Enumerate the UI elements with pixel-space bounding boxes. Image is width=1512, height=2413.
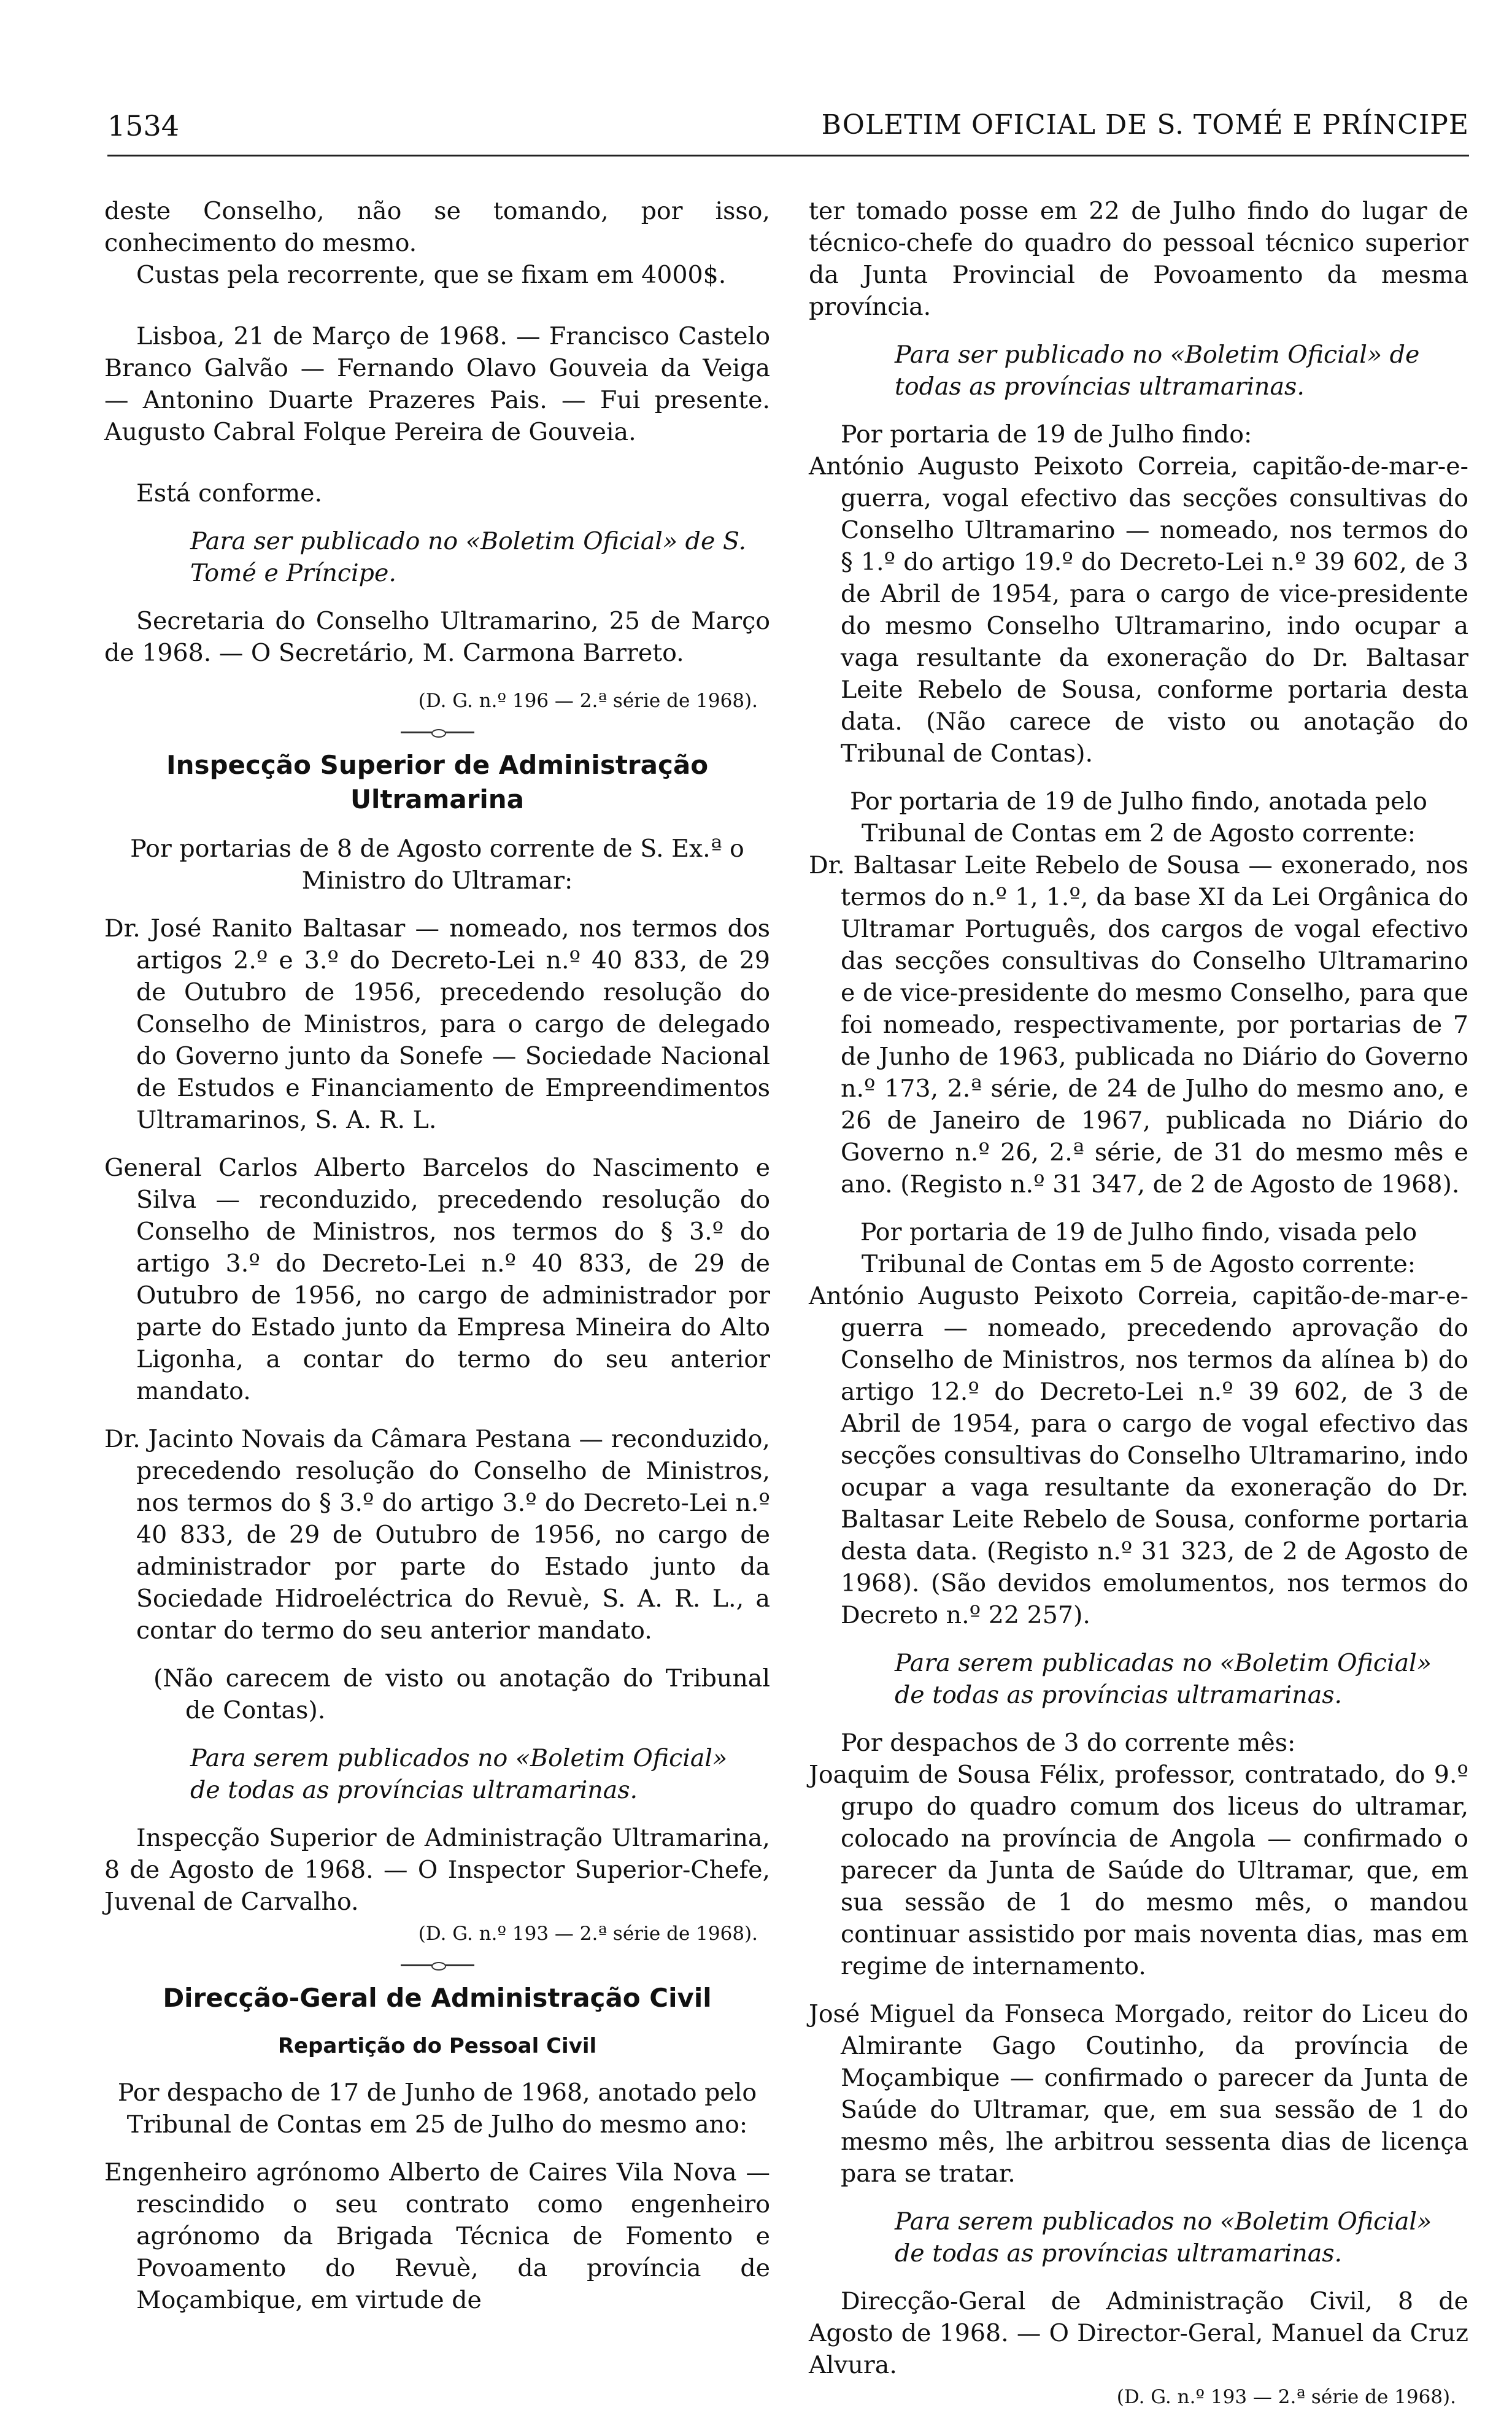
section-title: Inspecção Superior de Administração Ultramarina [166,750,709,814]
section-intro: Por portaria de 19 de Julho findo, anotada pelo Tribunal de Contas em 2 de Agosto corrente: [850,787,1427,847]
source-citation: (D. G. n.º 196 — 2.ª série de 1968). [418,690,758,712]
publication-note: Para ser publicado no «Boletim Oficial» de S. Tomé e Príncipe. [190,527,747,587]
paragraph: Secretaria do Conselho Ultramarino, 25 de Março de 1968. — O Secretário, M. Carmona Barreto. [104,607,770,667]
source-citation: (D. G. n.º 193 — 2.ª série de 1968). [418,1923,758,1945]
publication-note: Para serem publicados no «Boletim Oficial» de todas as províncias ultramarinas. [895,2207,1432,2268]
section-intro: Por portaria de 19 de Julho findo: [841,420,1252,449]
list-item: General Carlos Alberto Barcelos do Nascimento e Silva — reconduzido, precedendo resolução do Conselho de Ministros, nos termos do § 3.º do artigo 3.º do Decreto-Lei n.º 40 833, de 29 de Outubro de 1956, no cargo de administrador por parte do Estado junto da Empresa Mineira do Alto Ligonha, a contar do termo do seu anterior mandato. [104,1154,770,1405]
section-title: Direcção-Geral de Administração Civil [163,1983,712,2013]
list-item: Engenheiro agrónomo Alberto de Caires Vila Nova — rescindido o seu contrato como engenheiro agrónomo da Brigada Técnica de Fomento e Povoamento do Revuè, da província de Moçambique, em virtude de [104,2158,770,2314]
paragraph: Está conforme. [136,479,323,508]
section-intro: Por despacho de 17 de Junho de 1968, anotado pelo Tribunal de Contas em 25 de Julho do mesmo ano: [117,2079,757,2139]
paragraph: ter tomado posse em 22 de Julho findo do lugar de técnico-chefe do quadro do pessoal técnico superior da Junta Provincial de Povoamento da mesma província. [809,197,1468,321]
header-rule [107,155,1469,156]
page-number: 1534 [107,109,180,142]
publication-note: Para serem publicados no «Boletim Oficial» de todas as províncias ultramarinas. [190,1744,728,1804]
signature-paragraph: Lisboa, 21 de Março de 1968. — Francisco Castelo Branco Galvão — Fernando Olavo Gouveia da Veiga — Antonino Duarte Prazeres Pais. — Fui presente. Augusto Cabral Folque Pereira de Gouveia. [104,322,770,446]
publication-note: Para ser publicado no «Boletim Oficial» de todas as províncias ultramarinas. [895,341,1420,401]
section-intro: Por portarias de 8 de Agosto corrente de S. Ex.ª o Ministro do Ultramar: [130,835,744,895]
section-divider [401,732,474,733]
list-item: José Miguel da Fonseca Morgado, reitor do Liceu do Almirante Gago Coutinho, da província de Moçambique — confirmado o parecer da Junta de Saúde do Ultramar, que, em sua sessão de 1 do mesmo mês, lhe arbitrou sessenta dias de licença para se tratar. [809,2000,1468,2188]
list-item: António Augusto Peixoto Correia, capitão-de-mar-e-guerra — nomeado, precedendo aprovação do Conselho de Ministros, nos termos da alínea b) do artigo 12.º do Decreto-Lei n.º 39 602, de 3 de Abril de 1954, para o cargo de vogal efectivo das secções consultivas do Conselho Ultramarino, indo ocupar a vaga resultante da exoneração do Dr. Baltasar Leite Rebelo de Sousa, conforme portaria desta data. (Registo n.º 31 323, de 2 de Agosto de 1968). (São devidos emolumentos, nos termos do Decreto n.º 22 257). [809,1282,1468,1629]
list-item: Dr. José Ranito Baltasar — nomeado, nos termos dos artigos 2.º e 3.º do Decreto-Lei n.º 40 833, de 29 de Outubro de 1956, precedendo resolução do Conselho de Ministros, para o cargo de delegado do Governo junto da Sonefe — Sociedade Nacional de Estudos e Financiamento de Empreendimentos Ultramarinos, S. A. R. L. [104,914,770,1134]
list-item: Dr. Jacinto Novais da Câmara Pestana — reconduzido, precedendo resolução do Conselho de Ministros, nos termos do § 3.º do artigo 3.º do Decreto-Lei n.º 40 833, de 29 de Outubro de 1956, no cargo de administrador por parte do Estado junto da Sociedade Hidroeléctrica do Revuè, S. A. R. L., a contar do termo do seu anterior mandato. [104,1425,770,1645]
paragraph: Custas pela recorrente, que se fixam em 4000$. [136,261,727,289]
right-column [809,195,1468,2413]
list-item: Dr. Baltasar Leite Rebelo de Sousa — exonerado, nos termos do n.º 1, 1.º, da base XI da Lei Orgânica do Ultramar Português, dos cargos de vogal efectivo das secções consultivas do Conselho Ultramarino e de vice-presidente do mesmo Conselho, para que foi nomeado, respectivamente, por portarias de 7 de Junho de 1963, publicada no Diário do Governo n.º 173, 2.ª série, de 24 de Julho do mesmo ano, e 26 de Janeiro de 1967, publicada no Diário do Governo n.º 26, 2.ª série, de 31 do mesmo mês e ano. (Registo n.º 31 347, de 2 de Agosto de 1968). [809,851,1468,1199]
signature-paragraph: Direcção-Geral de Administração Civil, 8 de Agosto de 1968. — O Director-Geral, Manuel da Cruz Alvura. [809,2287,1468,2379]
section-subtitle: Repartição do Pessoal Civil [277,2034,597,2058]
publication-note: Para serem publicadas no «Boletim Oficial» de todas as províncias ultramarinas. [895,1649,1432,1709]
list-item: António Augusto Peixoto Correia, capitão-de-mar-e-guerra, vogal efectivo das secções consultivas do Conselho Ultramarino — nomeado, nos termos do § 1.º do artigo 19.º do Decreto-Lei n.º 39 602, de 3 de Abril de 1954, para o cargo de vice-presidente do mesmo Conselho Ultramarino, indo ocupar a vaga resultante da exoneração do Dr. Baltasar Leite Rebelo de Sousa, conforme portaria desta data. (Não carece de visto ou anotação do Tribunal de Contas). [809,452,1468,768]
paragraph: deste Conselho, não se tomando, por isso, conhecimento do mesmo. [104,197,770,257]
section-divider [401,1964,474,1966]
source-citation: (D. G. n.º 193 — 2.ª série de 1968). [1116,2386,1456,2408]
section-intro: Por despachos de 3 do corrente mês: [841,1729,1296,1757]
signature-paragraph: Inspecção Superior de Administração Ultramarina, 8 de Agosto de 1968. — O Inspector Superior-Chefe, Juvenal de Carvalho. [104,1824,770,1916]
page-header [107,109,1469,152]
left-column [104,195,770,2316]
list-item: Joaquim de Sousa Félix, professor, contratado, do 9.º grupo do quadro comum dos liceus do ultramar, colocado na província de Angola — confirmado o parecer da Junta de Saúde do Ultramar, que, em sua sessão de 1 do mesmo mês, o mandou continuar assistido por mais noventa dias, mas em regime de internamento. [809,1761,1468,1980]
note: (Não carecem de visto ou anotação do Tribunal de Contas). [153,1664,770,1724]
section-intro: Por portaria de 19 de Julho findo, visada pelo Tribunal de Contas em 5 de Agosto corrente: [860,1218,1418,1278]
running-title: BOLETIM OFICIAL DE S. TOMÉ E PRÍNCIPE [821,109,1469,141]
